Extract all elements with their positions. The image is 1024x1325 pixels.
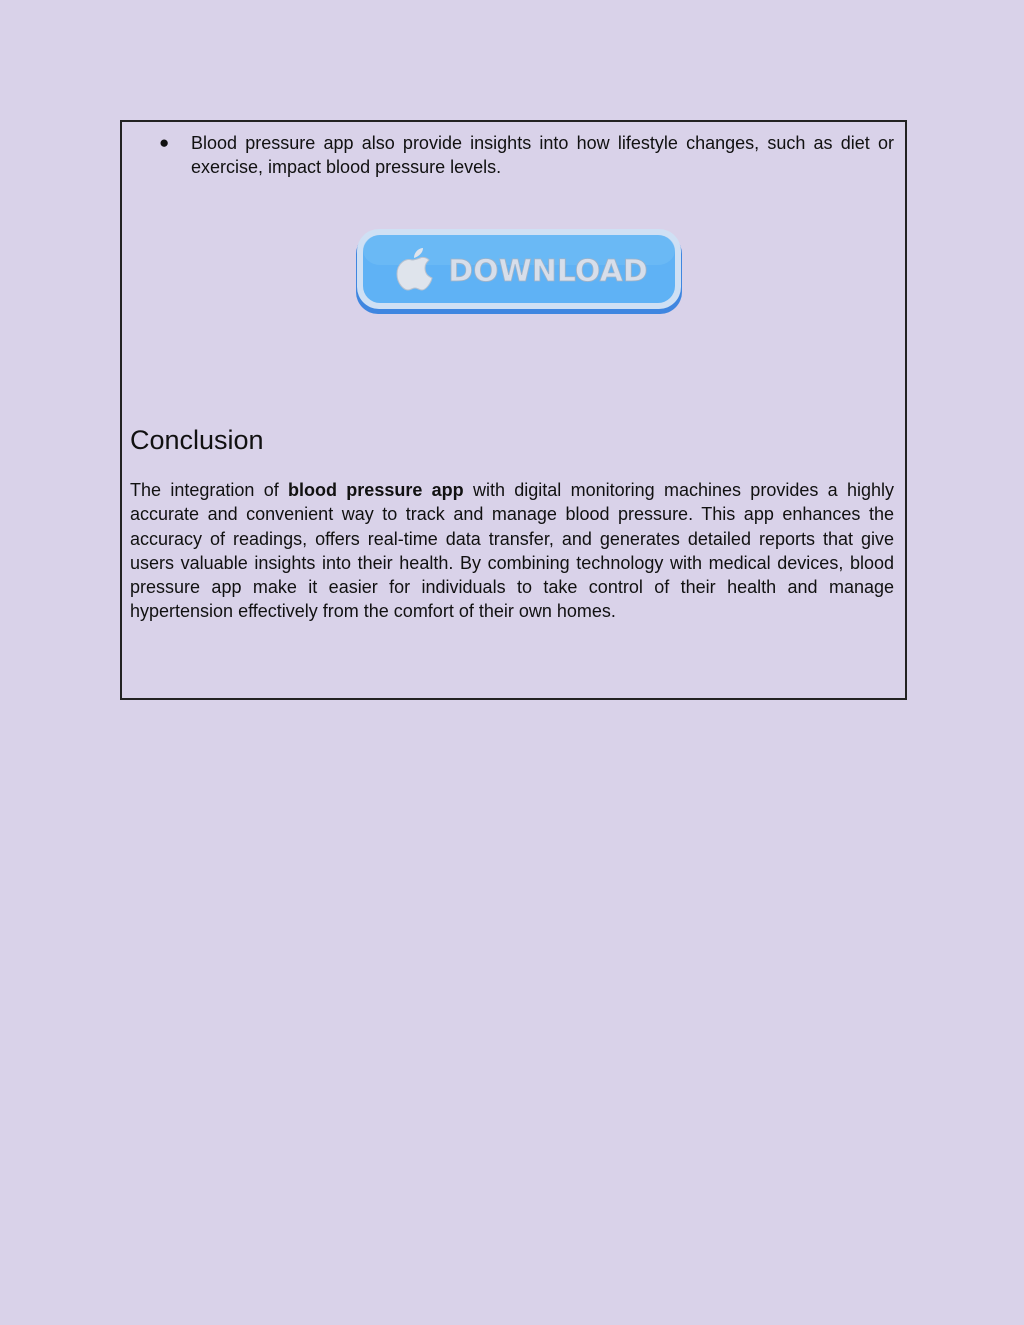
download-button-graphic [354,228,684,316]
para-text-start: The integration of [130,480,289,500]
content-frame [120,120,907,700]
bullet-list-item [159,131,894,180]
para-bold-link-text: blood pressure app [288,480,464,500]
conclusion-heading: Conclusion [130,425,264,455]
download-button[interactable] [354,228,684,316]
bullet-marker: ● [159,133,170,152]
conclusion-paragraph [130,478,894,624]
para-text-end: with digital monitoring machines provides a highly accurate and convenient way to track and manage blood pressure. This app enhances the accuracy of readings, offers real-time data transfer, and generates detailed reports that give users valuable insights into their health. By combining technology with medical devices, blood pressure app make it easier for individuals to take control of their health and manage hypertension effectively from the comfort of their own homes. [130,480,894,622]
bullet-text: Blood pressure app also provide insights into how lifestyle changes, such as diet or exercise, impact blood pressure levels. [191,133,894,178]
download-button-label: DOWNLOAD [448,254,648,289]
